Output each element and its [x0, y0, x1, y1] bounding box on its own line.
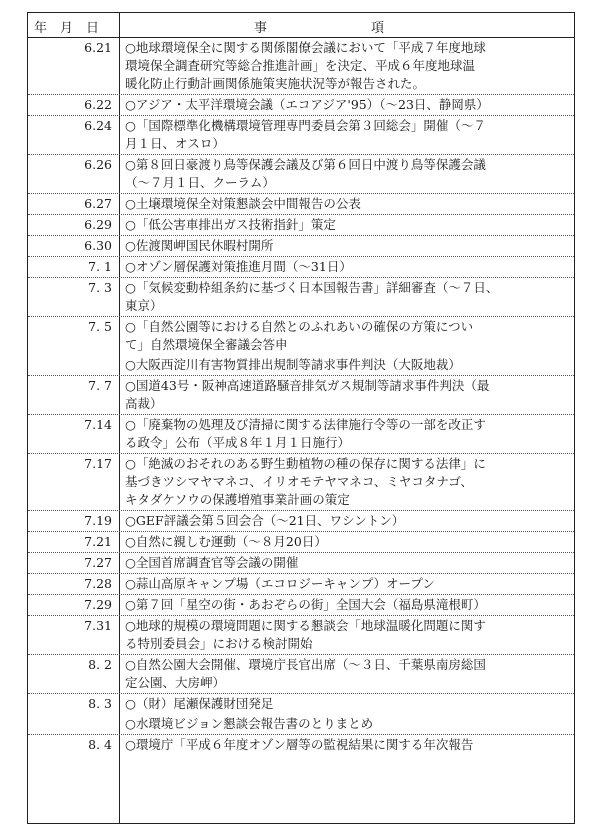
- event-entry: [125, 116, 570, 154]
- table-row: [28, 116, 574, 155]
- table-row: [28, 616, 574, 655]
- table-row: [28, 95, 574, 116]
- table-row: [28, 454, 574, 511]
- row-date: 8. 2: [88, 657, 112, 672]
- row-events: [119, 735, 574, 755]
- event-entry: [125, 574, 570, 594]
- event-text-line: （～７月１日、クーラム）: [125, 175, 275, 190]
- event-entry: [125, 532, 570, 552]
- row-date: 7.14: [84, 417, 112, 432]
- event-entry: [125, 155, 570, 193]
- event-text-line: ○「低公害車排出ガス技術指針」策定: [125, 217, 336, 232]
- event-text-line: ○自然公園大会開催、環境庁長官出席（～３日、千葉県南房総国: [125, 657, 486, 672]
- table-row: [28, 317, 574, 376]
- row-events: [119, 511, 574, 531]
- event-entry: [125, 215, 570, 235]
- table-row: [28, 38, 574, 95]
- event-entry: [125, 616, 570, 654]
- row-events: [119, 38, 574, 94]
- table-row: [28, 574, 574, 595]
- event-entry: [125, 278, 570, 316]
- row-date: 8. 4: [88, 737, 112, 752]
- event-text-line: ○土壌環境保全対策懇談会中間報告の公表: [125, 196, 361, 211]
- event-entry: [125, 194, 570, 214]
- table-row: [28, 376, 574, 415]
- event-entry: [125, 595, 570, 615]
- row-events: [119, 116, 574, 154]
- table-body: [28, 38, 574, 755]
- row-date: 7. 5: [88, 319, 112, 334]
- event-text-line: ○国道43号・阪神高速道路騒音排気ガス規制等請求事件判決（最: [125, 378, 490, 393]
- table-row: [28, 511, 574, 532]
- event-text-line: ○第７回「星空の街・あおぞらの街」全国大会（福島県滝根町）: [125, 597, 486, 612]
- event-text-line: ○第８回日豪渡り鳥等保護会議及び第６回日中渡り鳥等保護会議: [125, 157, 486, 172]
- row-date: 7. 3: [88, 280, 112, 295]
- row-events: [119, 257, 574, 277]
- row-events: [119, 553, 574, 573]
- event-entry: [125, 376, 570, 414]
- event-text-line: 定公園、大房岬）: [125, 675, 226, 690]
- table-row: [28, 595, 574, 616]
- event-text-line: ○全国首席調査官等会議の開催: [125, 555, 299, 570]
- row-date: 7.29: [84, 597, 112, 612]
- event-text-line: ○自然に親しむ運動（～８月20日）: [125, 534, 327, 549]
- row-events: [119, 155, 574, 193]
- event-text-line: ○「自然公園等における自然とのふれあいの確保の方策につい: [125, 319, 474, 334]
- event-text-line: ○「国際標準化機構環境管理専門委員会第３回総会」開催（～７: [125, 118, 486, 133]
- event-text-line: ○大阪西淀川有害物質排出規制等請求事件判決（大阪地裁）: [125, 357, 461, 372]
- table-row: [28, 236, 574, 257]
- table-row: [28, 694, 574, 735]
- event-text-line: て」自然環境保全審議会答申: [125, 337, 288, 352]
- event-entry: [125, 95, 570, 115]
- event-text-line: ○地球的規模の環境問題に関する懇談会「地球温暖化問題に関す: [125, 618, 486, 633]
- table-row: [28, 553, 574, 574]
- row-date: 7.19: [84, 513, 112, 528]
- event-text-line: ○水環境ビジョン懇談会報告書のとりまとめ: [125, 716, 374, 731]
- row-date: 7.21: [84, 534, 112, 549]
- row-date: 6.27: [84, 196, 112, 211]
- table-header: [28, 13, 574, 38]
- row-events: [119, 415, 574, 453]
- event-entry: [125, 317, 570, 355]
- event-entry: [125, 415, 570, 453]
- table-row: [28, 215, 574, 236]
- event-entry: [125, 511, 570, 531]
- row-date: 8. 3: [88, 696, 112, 711]
- table-row: [28, 655, 574, 694]
- event-text-line: ○「絶滅のおそれのある野生動植物の種の保存に関する法律」に: [125, 456, 486, 471]
- event-entry: [125, 553, 570, 573]
- date-column-header: 年 月 日: [34, 21, 100, 36]
- row-events: [119, 574, 574, 594]
- row-events: [119, 236, 574, 256]
- row-events: [119, 194, 574, 214]
- event-text-line: ○環境庁「平成６年度オゾン層等の監視結果に関する年次報告: [125, 737, 474, 752]
- event-entry: [125, 714, 570, 734]
- row-date: 7. 7: [88, 378, 112, 393]
- row-date: 6.24: [84, 118, 112, 133]
- table-row: [28, 735, 574, 755]
- event-text-line: 月１日、オスロ）: [125, 136, 225, 151]
- event-text-line: 東京）: [125, 298, 163, 313]
- event-text-line: 高裁）: [125, 396, 163, 411]
- row-events: [119, 376, 574, 414]
- event-text-line: 環境保全調査研究等総合推進計画」を決定、平成６年度地球温: [125, 58, 476, 73]
- row-events: [119, 694, 574, 734]
- event-column-header: 事 項: [254, 21, 385, 36]
- event-entry: [125, 355, 570, 375]
- event-text-line: ○「廃棄物の処理及び清掃に関する法律施行令等の一部を改正す: [125, 417, 486, 432]
- event-entry: [125, 38, 570, 94]
- event-text-line: ○オゾン層保護対策推進月間（～31日）: [125, 259, 352, 274]
- row-date: 7.17: [84, 456, 112, 471]
- row-date: 6.22: [84, 97, 112, 112]
- row-date: 7.31: [84, 618, 112, 633]
- row-date: 7.28: [84, 576, 112, 591]
- table-row: [28, 532, 574, 553]
- event-text-line: ○GEF評議会第５回会合（～21日、ワシントン）: [125, 513, 405, 528]
- row-date: 6.29: [84, 217, 112, 232]
- event-text-line: ○（財）尾瀬保護財団発足: [125, 696, 274, 711]
- event-entry: [125, 236, 570, 256]
- event-entry: [125, 257, 570, 277]
- row-events: [119, 215, 574, 235]
- event-text-line: 基づきツシマヤマネコ、イリオモテヤマネコ、ミヤコタナゴ、: [125, 474, 473, 489]
- event-text-line: る政令」公布（平成８年１月１日施行）: [125, 435, 351, 450]
- event-text-line: ○アジア・太平洋環境会議（エコアジア'95）（～23日、静岡県）: [125, 97, 489, 112]
- event-entry: [125, 735, 570, 755]
- table-row: [28, 257, 574, 278]
- row-date: 6.26: [84, 157, 112, 172]
- event-text-line: ○蒜山高原キャンプ場（エコロジーキャンプ）オープン: [125, 576, 435, 591]
- table-row: [28, 194, 574, 215]
- event-text-line: ○「気候変動枠組条約に基づく日本国報告書」詳細審査（～７日、: [125, 280, 499, 295]
- row-events: [119, 655, 574, 693]
- row-events: [119, 532, 574, 552]
- row-date: 6.21: [84, 40, 112, 55]
- event-entry: [125, 655, 570, 693]
- event-text-line: キタダケソウの保護増殖事業計画の策定: [125, 492, 350, 507]
- row-date: 6.30: [84, 238, 112, 253]
- event-text-line: ○地球環境保全に関する関係閣僚会議において「平成７年度地球: [125, 40, 486, 55]
- table-row: [28, 278, 574, 317]
- row-events: [119, 454, 574, 510]
- event-entry: [125, 694, 570, 714]
- row-events: [119, 595, 574, 615]
- event-text-line: ○佐渡関岬国民休暇村開所: [125, 238, 274, 253]
- row-date: 7. 1: [88, 259, 112, 274]
- event-entry: [125, 454, 570, 510]
- row-date: 7.27: [84, 555, 112, 570]
- table-row: [28, 415, 574, 454]
- row-events: [119, 278, 574, 316]
- table-row: [28, 155, 574, 194]
- row-events: [119, 317, 574, 375]
- event-text-line: る特別委員会」における検討開始: [125, 636, 313, 651]
- event-text-line: 暖化防止行動計画関係施策実施状況等が報告された。: [125, 76, 426, 91]
- row-events: [119, 95, 574, 115]
- chronology-table: [27, 12, 575, 824]
- row-events: [119, 616, 574, 654]
